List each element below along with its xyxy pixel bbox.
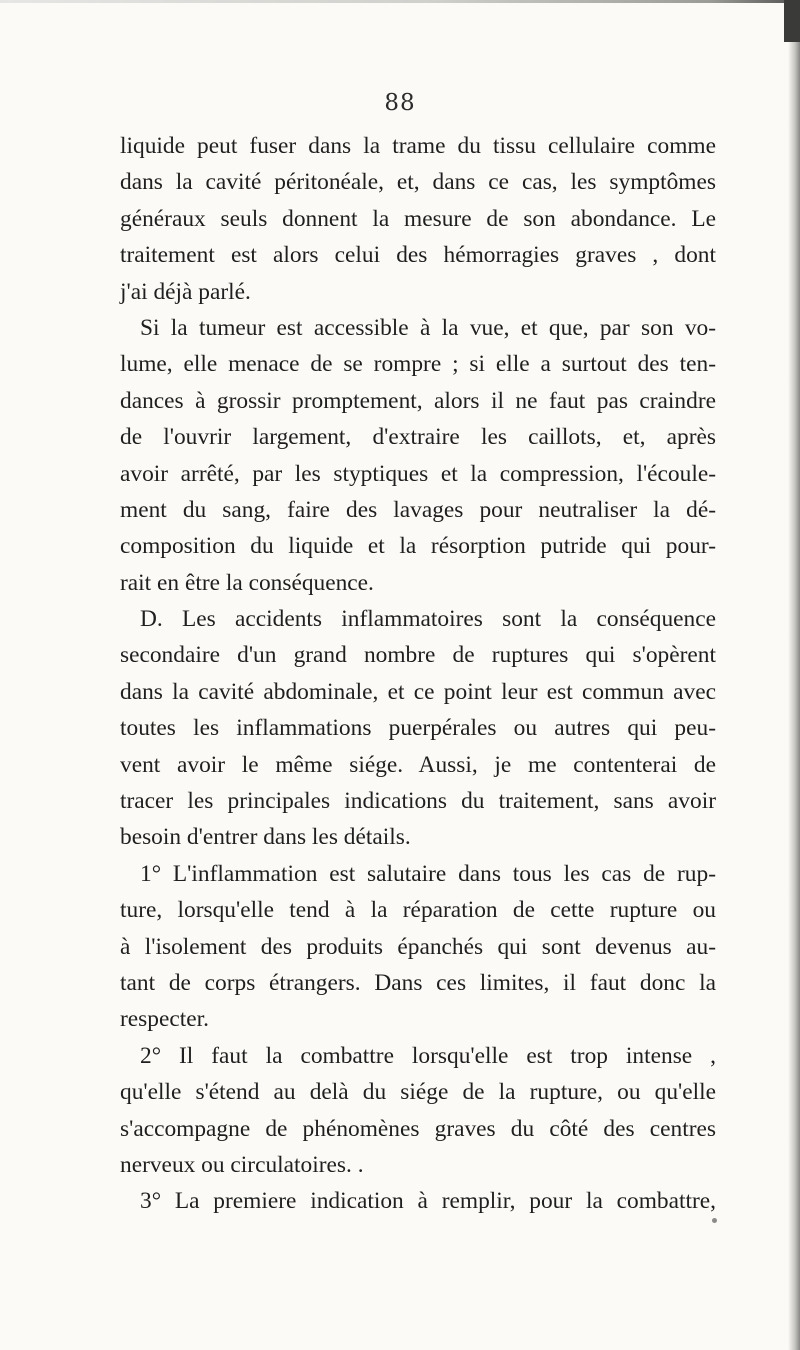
ink-speck bbox=[712, 1218, 717, 1223]
text-line: 1° L'inflammation est salutaire dans tous les cas de rup- bbox=[140, 860, 716, 887]
page-number: 88 bbox=[384, 90, 416, 116]
text-line: ture, lorsqu'elle tend à la réparation de cette rupture ou bbox=[120, 897, 716, 924]
text-line: qu'elle s'étend au delà du siége de la rupture, ou qu'elle bbox=[120, 1079, 716, 1106]
right-edge-shadow bbox=[788, 0, 800, 1350]
text-line: lume, elle menace de se rompre ; si elle a surtout des ten- bbox=[120, 351, 716, 378]
text-line: généraux seuls donnent la mesure de son abondance. Le bbox=[120, 205, 716, 232]
text-line: vent avoir le même siége. Aussi, je me contenterai de bbox=[120, 751, 716, 778]
text-line: avoir arrêté, par les styptiques et la compression, l'écoule- bbox=[120, 460, 716, 487]
text-line: ment du sang, faire des lavages pour neutraliser la dé- bbox=[120, 496, 716, 523]
text-line: liquide peut fuser dans la trame du tissu cellulaire comme bbox=[120, 133, 716, 159]
top-edge-rule bbox=[0, 0, 790, 3]
text-line: dans la cavité abdominale, et ce point leur est commun avec bbox=[120, 678, 716, 705]
top-right-corner-shadow bbox=[784, 0, 800, 42]
text-line: rait en être la conséquence. bbox=[120, 569, 374, 596]
text-line: respecter. bbox=[120, 1006, 209, 1033]
text-line: nerveux ou circulatoires. . bbox=[120, 1151, 364, 1178]
text-line: dances à grossir promptement, alors il ne faut pas craindre bbox=[120, 387, 716, 414]
body-text bbox=[120, 128, 716, 1220]
text-line: D. Les accidents inflammatoires sont la conséquence bbox=[140, 606, 716, 633]
text-line: 2° Il faut la combattre lorsqu'elle est trop intense , bbox=[140, 1042, 716, 1069]
text-line: à l'isolement des produits épanchés qui sont devenus au- bbox=[120, 933, 716, 960]
text-line: tant de corps étrangers. Dans ces limites, il faut donc la bbox=[120, 969, 716, 996]
text-line: dans la cavité péritonéale, et, dans ce cas, les symptômes bbox=[120, 169, 716, 196]
text-line: de l'ouvrir largement, d'extraire les caillots, et, après bbox=[120, 424, 716, 451]
text-line: Si la tumeur est accessible à la vue, et que, par son vo- bbox=[140, 314, 716, 341]
text-line: tracer les principales indications du traitement, sans avoir bbox=[120, 788, 716, 815]
text-line: j'ai déjà parlé. bbox=[120, 278, 251, 305]
text-line: secondaire d'un grand nombre de ruptures qui s'opèrent bbox=[120, 642, 716, 669]
text-line: s'accompagne de phénomènes graves du côté des centres bbox=[120, 1115, 716, 1142]
text-line: 3° La premiere indication à remplir, pour la combattre, bbox=[140, 1188, 716, 1215]
text-line: toutes les inflammations puerpérales ou autres qui peu- bbox=[120, 715, 716, 742]
text-line: besoin d'entrer dans les détails. bbox=[120, 824, 411, 851]
text-line: traitement est alors celui des hémorragies graves , dont bbox=[120, 242, 716, 269]
text-line: composition du liquide et la résorption putride qui pour- bbox=[120, 533, 716, 560]
